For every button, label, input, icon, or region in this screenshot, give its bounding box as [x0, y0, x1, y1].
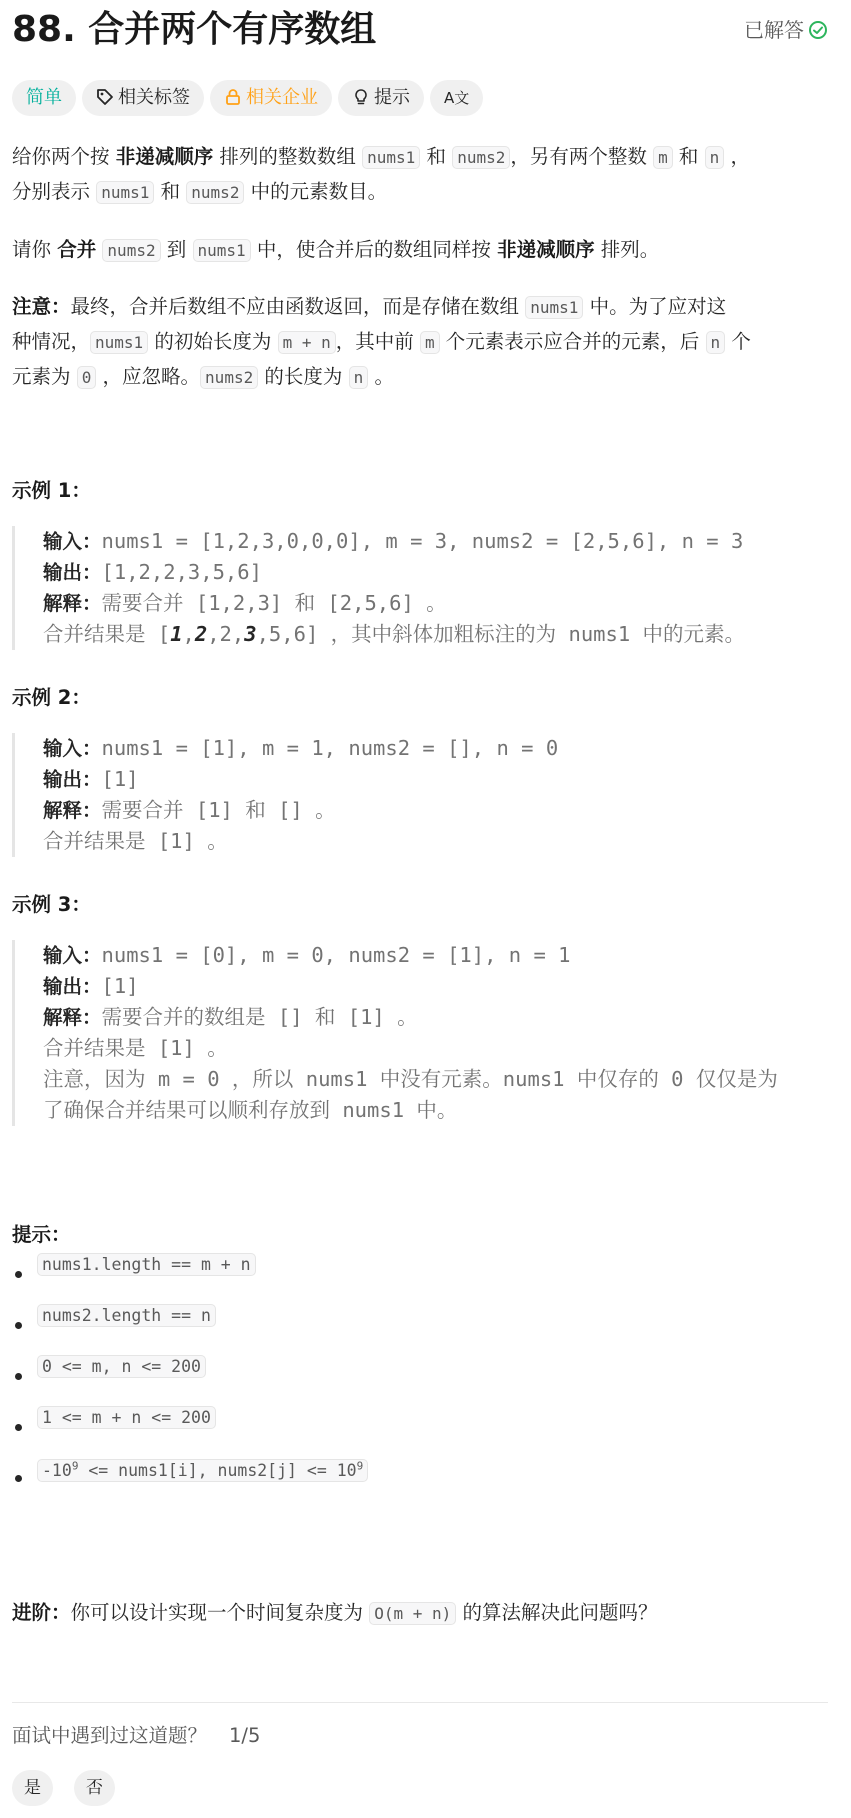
interview-question	[12, 1720, 260, 1748]
check-circle-icon	[808, 19, 828, 47]
example-1-output: 输出：[1,2,2,3,5,6]	[43, 560, 262, 584]
difficulty-badge[interactable]: 简单	[12, 80, 76, 116]
example-3-extra-3: 了确保合并结果可以顺利存放到 nums1 中。	[43, 1098, 458, 1122]
follow-up: 进阶：你可以设计实现一个时间复杂度为 O(m + n) 的算法解决此问题吗？	[12, 1601, 658, 1624]
example-2-heading: 示例 2：	[12, 686, 91, 709]
interview-count: 1/5	[229, 1724, 261, 1747]
example-1-explanation: 解释：需要合并 [1,2,3] 和 [2,5,6] 。	[43, 591, 447, 615]
example-3-input: 输入：nums1 = [0], m = 0, nums2 = [1], n = 1	[43, 943, 571, 967]
solved-status	[744, 16, 828, 47]
example-3-explanation: 解释：需要合并的数组是 [] 和 [1] 。	[43, 1005, 418, 1029]
example-3-heading: 示例 3：	[12, 893, 91, 916]
tag-icon	[96, 87, 118, 108]
solved-label: 已解答	[744, 18, 804, 42]
example-2-output: 输出：[1]	[43, 767, 139, 791]
interview-question-label: 面试中遇到过这道题？	[12, 1724, 208, 1747]
related-tags-label: 相关标签	[118, 87, 190, 108]
constraint-item: nums2.length == n	[12, 1306, 828, 1357]
example-1-heading: 示例 1：	[12, 479, 91, 502]
lightbulb-icon	[352, 87, 374, 108]
description-paragraph-2: 请你 合并 nums2 到 nums1 中，使合并后的数组同样按 非递减顺序 排列。	[12, 238, 660, 261]
problem-title: 88. 合并两个有序数组	[12, 9, 377, 50]
translate-icon: A文	[444, 89, 470, 107]
related-companies-label: 相关企业	[246, 87, 318, 108]
description-paragraph-1: 给你两个按 非递减顺序 排列的整数数组 nums1 和 nums2 ，另有两个整数 m 和 n ， 分别表示 nums1 和 nums2 中的元素数目。	[12, 145, 750, 203]
example-1-block	[12, 526, 828, 650]
yes-button[interactable]: 是	[12, 1770, 53, 1806]
example-2-input: 输入：nums1 = [1], m = 1, nums2 = [], n = 0	[43, 736, 559, 760]
constraints-heading: 提示：	[12, 1223, 71, 1246]
example-3-extra-2: 注意，因为 m = 0 ，所以 nums1 中没有元素。nums1 中仅存的 0 仅仅是为	[43, 1067, 778, 1091]
example-2-extra: 合并结果是 [1] 。	[43, 829, 228, 853]
divider	[12, 1702, 828, 1703]
related-companies-button[interactable]	[210, 80, 332, 116]
title-row	[12, 8, 828, 52]
example-1-extra: 合并结果是 [1,2,2,3,5,6] ，其中斜体加粗标注的为 nums1 中的元素。	[43, 622, 746, 646]
constraint-item: 0 <= m, n <= 200	[12, 1357, 828, 1408]
example-3-output: 输出：[1]	[43, 974, 139, 998]
description-note: 注意：最终，合并后数组不应由函数返回，而是存储在数组 nums1 中。为了应对这 种情况， nums1 的初始长度为 m + n ，其中前 m 个元素表示应合并的元素，后 n 个 元素为 0 ，应忽略。 nums2 的长度为 n 。	[12, 295, 751, 388]
constraint-item: nums1.length == m + n	[12, 1255, 828, 1306]
tag-bar	[12, 80, 489, 116]
hint-button[interactable]	[338, 80, 424, 116]
lock-icon	[224, 87, 246, 108]
constraints-list	[12, 1255, 828, 1510]
constraint-item: 1 <= m + n <= 200	[12, 1408, 828, 1459]
no-button[interactable]: 否	[74, 1770, 115, 1806]
constraint-item: $-10^9$ <= nums1[i], nums2[j] <= $10^9$	[12, 1459, 828, 1510]
example-1-input: 输入：nums1 = [1,2,3,0,0,0], m = 3, nums2 = [2,5,6], n = 3	[43, 529, 744, 553]
translate-button[interactable]	[430, 80, 483, 116]
related-tags-button[interactable]	[82, 80, 204, 116]
example-3-block	[12, 940, 828, 1126]
example-3-extra-1: 合并结果是 [1] 。	[43, 1036, 228, 1060]
hint-label: 提示	[374, 87, 410, 108]
example-2-explanation: 解释：需要合并 [1] 和 [] 。	[43, 798, 336, 822]
example-2-block	[12, 733, 828, 857]
